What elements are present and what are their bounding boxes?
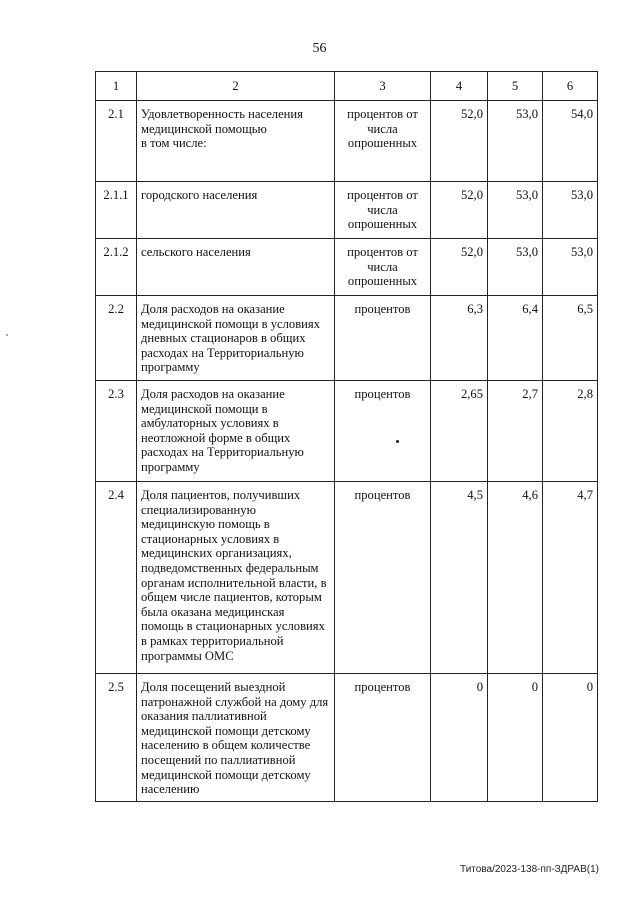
header-cell-1: 1 [96,72,137,101]
value-col5-cell: 53,0 [488,101,543,182]
header-cell-5: 5 [488,72,543,101]
indicator-description-cell: Доля пациентов, получивших специализированную медицинскую помощь в стационарных условиях в медицинских организациях, подведомственных федеральным органам исполнительной власти, в общем числе пациентов, которым была оказана медицинская помощь в стационарных условиях в рамках территориальной программы ОМС [137,482,335,674]
indicator-description-cell: Доля посещений выездной патронажной службой на дому для оказания паллиативной медицинской помощи детскому населению в общем количестве посещений по паллиативной медицинской помощи детскому населению [137,674,335,802]
value-col5-cell: 6,4 [488,296,543,381]
value-col5-cell: 4,6 [488,482,543,674]
value-col4-cell: 6,3 [431,296,488,381]
row-number-cell: 2.1.1 [96,182,137,239]
unit-cell: процентов [335,482,431,674]
indicators-table [95,71,598,802]
value-col6-cell: 54,0 [543,101,598,182]
table-row [96,482,598,674]
header-cell-4: 4 [431,72,488,101]
table-row [96,182,598,239]
indicator-description-cell: Доля расходов на оказание медицинской помощи в условиях дневных стационаров в общих расходах на Территориальную программу [137,296,335,381]
value-col6-cell: 6,5 [543,296,598,381]
table-row [96,239,598,296]
value-col4-cell: 4,5 [431,482,488,674]
row-number-cell: 2.3 [96,381,137,482]
value-col5-cell: 53,0 [488,239,543,296]
value-col5-cell: 53,0 [488,182,543,239]
page-number: 56 [312,41,327,56]
value-col4-cell: 0 [431,674,488,802]
stray-dot-mark [396,440,399,443]
table-row [96,296,598,381]
margin-dot-mark [6,334,8,336]
row-number-cell: 2.5 [96,674,137,802]
table-row [96,101,598,182]
unit-cell: процентов [335,674,431,802]
value-col6-cell: 0 [543,674,598,802]
value-col4-cell: 2,65 [431,381,488,482]
row-number-cell: 2.4 [96,482,137,674]
value-col6-cell: 53,0 [543,239,598,296]
value-col5-cell: 0 [488,674,543,802]
unit-cell: процентов от числа опрошенных [335,239,431,296]
table-row [96,674,598,802]
indicator-description-cell: Доля расходов на оказание медицинской помощи в амбулаторных условиях в неотложной форме в общих расходах на Территориальную программу [137,381,335,482]
table-header-row [96,72,598,101]
unit-cell: процентов [335,381,431,482]
value-col5-cell: 2,7 [488,381,543,482]
value-col4-cell: 52,0 [431,182,488,239]
unit-cell: процентов от числа опрошенных [335,182,431,239]
unit-cell: процентов от числа опрошенных [335,101,431,182]
table-row [96,381,598,482]
row-number-cell: 2.1 [96,101,137,182]
header-cell-2: 2 [137,72,335,101]
header-cell-6: 6 [543,72,598,101]
document-footer-code: Титова/2023-138-пп-ЗДРАВ(1) [460,864,599,875]
header-cell-3: 3 [335,72,431,101]
row-number-cell: 2.1.2 [96,239,137,296]
unit-cell: процентов [335,296,431,381]
indicator-description-cell: сельского населения [137,239,335,296]
value-col4-cell: 52,0 [431,239,488,296]
value-col6-cell: 4,7 [543,482,598,674]
indicator-description-cell: Удовлетворенность населения медицинской помощью в том числе: [137,101,335,182]
value-col4-cell: 52,0 [431,101,488,182]
indicator-description-cell: городского населения [137,182,335,239]
value-col6-cell: 2,8 [543,381,598,482]
row-number-cell: 2.2 [96,296,137,381]
value-col6-cell: 53,0 [543,182,598,239]
